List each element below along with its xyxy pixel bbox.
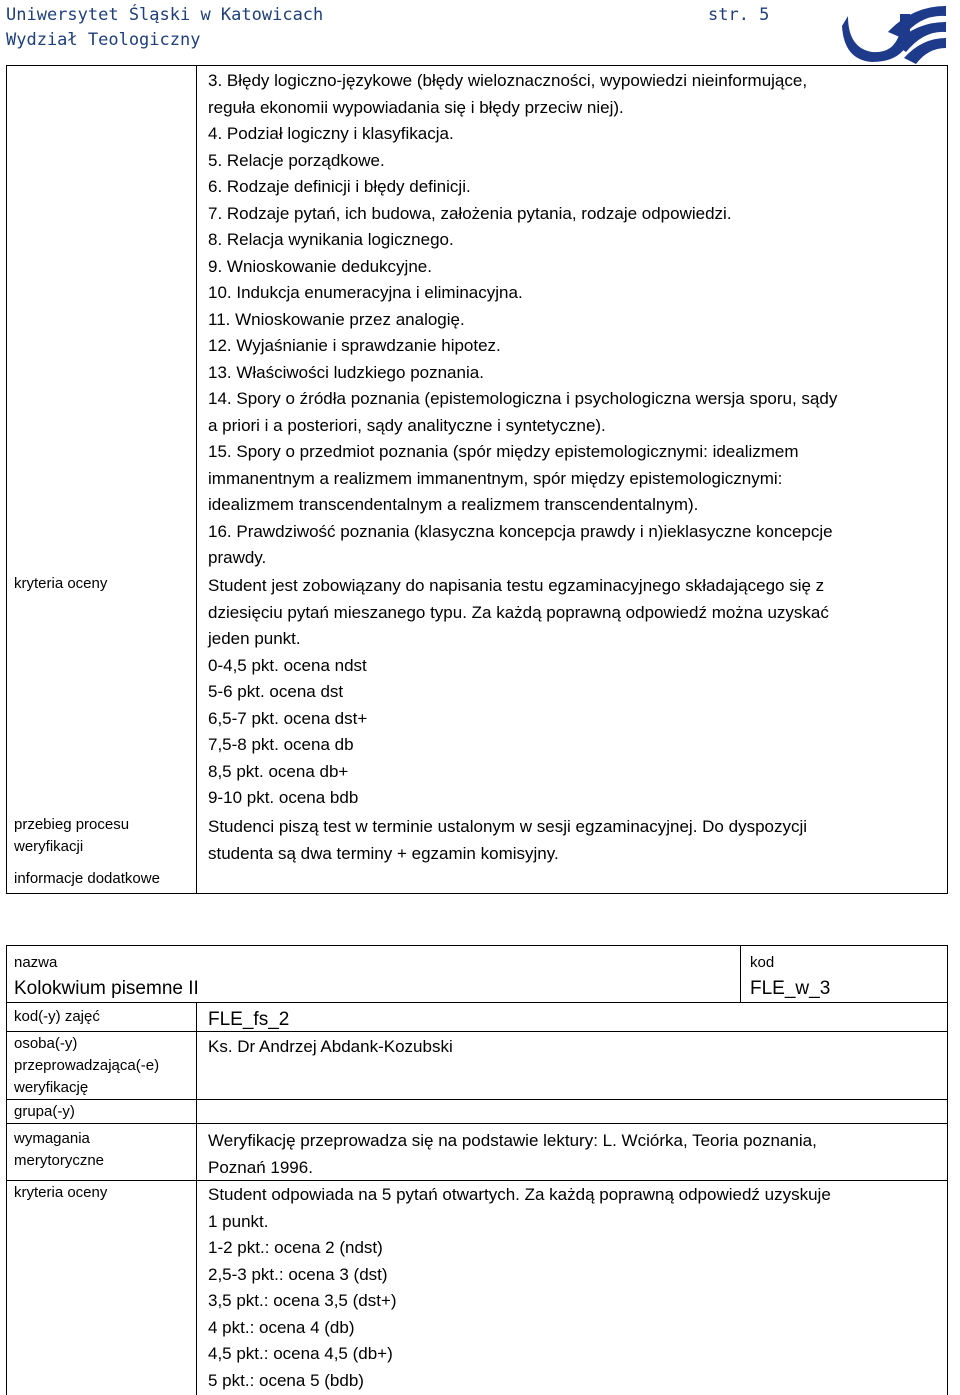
topic-line: 12. Wyjaśnianie i sprawdzanie hipotez. — [208, 336, 501, 355]
criteria-line: 1-2 pkt.: ocena 2 (ndst) — [208, 1238, 383, 1257]
process-line: studenta są dwa terminy + egzamin komisyjny. — [208, 843, 559, 863]
criteria-line: 0-4,5 pkt. ocena ndst — [208, 655, 367, 675]
criteria-label: kryteria oceny — [14, 1184, 108, 1201]
criteria-line: 2,5-3 pkt.: ocena 3 (dst) — [208, 1264, 388, 1284]
table2-top-border — [6, 945, 948, 946]
requirements-line: Weryfikację przeprowadza się na podstawie lektury: L. Wciórka, Teoria poznania, — [208, 1131, 817, 1150]
table1-left-border — [6, 65, 7, 894]
topic-line: 4. Podział logiczny i klasyfikacja. — [208, 124, 454, 143]
criteria-line: 3,5 pkt.: ocena 3,5 (dst+) — [208, 1291, 397, 1310]
table2-row-divider — [6, 1099, 948, 1100]
group-label: grupa(-y) — [14, 1103, 75, 1120]
topic-line: 13. Właściwości ludzkiego poznania. — [208, 362, 484, 382]
name-label: nazwa — [14, 954, 58, 971]
info-label: informacje dodatkowe — [14, 870, 160, 887]
table1-top-border — [6, 65, 948, 66]
page-number: str. 5 — [708, 5, 770, 25]
topic-line: 10. Indukcja enumeracyjna i eliminacyjna. — [208, 283, 523, 302]
faculty-name: Wydział Teologiczny — [6, 30, 201, 50]
requirements-line: Poznań 1996. — [208, 1157, 313, 1177]
university-logo — [842, 2, 946, 66]
topic-line: 8. Relacja wynikania logicznego. — [208, 230, 454, 249]
table2-row-divider — [6, 1180, 948, 1181]
topic-line: a priori i a posteriori, sądy analityczne i syntetyczne). — [208, 415, 606, 435]
topic-line: 5. Relacje porządkowe. — [208, 150, 385, 170]
criteria-line: Student odpowiada na 5 pytań otwartych. Za każdą poprawną odpowiedź uzyskuje — [208, 1185, 831, 1204]
code-label: kod — [750, 954, 775, 971]
criteria-line: jeden punkt. — [208, 629, 301, 648]
table1-bottom-border — [6, 893, 948, 894]
topic-line: prawdy. — [208, 548, 267, 567]
criteria-line: 9-10 pkt. ocena bdb — [208, 788, 359, 807]
topic-line: idealizmem transcendentalnym a realizmem transcendentalnym). — [208, 495, 699, 514]
requirements-label: wymagania — [14, 1130, 90, 1147]
topic-line: 7. Rodzaje pytań, ich budowa, założenia pytania, rodzaje odpowiedzi. — [208, 203, 732, 223]
university-name: Uniwersytet Śląski w Katowicach — [6, 5, 324, 25]
criteria-line: 1 punkt. — [208, 1211, 269, 1231]
table1-column-divider — [196, 65, 197, 894]
table2-left-border — [6, 945, 7, 1395]
code-value: FLE_w_3 — [750, 978, 831, 999]
topic-line: 6. Rodzaje definicji i błędy definicji. — [208, 177, 471, 196]
topic-line: 3. Błędy logiczno-językowe (błędy wieloznaczności, wypowiedzi nieinformujące, — [208, 71, 808, 90]
criteria-line: dziesięciu pytań mieszanego typu. Za każdą poprawną odpowiedź można uzyskać — [208, 602, 829, 622]
person-label: weryfikację — [14, 1079, 89, 1096]
criteria-line: 5 pkt.: ocena 5 (bdb) — [208, 1370, 364, 1390]
topic-line: 16. Prawdziwość poznania (klasyczna koncepcja prawdy i n)ieklasyczne koncepcje — [208, 521, 833, 541]
table2-row-divider — [6, 1123, 948, 1124]
person-label: przeprowadzająca(-e) — [14, 1057, 160, 1074]
topic-line: 11. Wnioskowanie przez analogię. — [208, 309, 465, 329]
process-line: Studenci piszą test w terminie ustalonym w sesji egzaminacyjnej. Do dyspozycji — [208, 817, 808, 836]
table2-row-divider — [6, 1002, 948, 1003]
class-code-label: kod(-y) zajęć — [14, 1008, 100, 1025]
process-label: przebieg procesu — [14, 816, 130, 833]
criteria-label: kryteria oceny — [14, 575, 108, 592]
topic-line: 14. Spory o źródła poznania (epistemologiczna i psychologiczna wersja sporu, sądy — [208, 389, 838, 408]
criteria-line: 4,5 pkt.: ocena 4,5 (db+) — [208, 1344, 393, 1363]
person-value: Ks. Dr Andrzej Abdank-Kozubski — [208, 1037, 453, 1056]
topic-line: reguła ekonomii wypowiadania się i błędy przeciw niej). — [208, 97, 624, 117]
process-label: weryfikacji — [14, 838, 84, 855]
requirements-label: merytoryczne — [14, 1152, 105, 1169]
topic-line: 9. Wnioskowanie dedukcyjne. — [208, 256, 432, 276]
class-code-value: FLE_fs_2 — [208, 1009, 290, 1030]
criteria-line: Student jest zobowiązany do napisania testu egzaminacyjnego składającego się z — [208, 576, 825, 595]
criteria-line: 6,5-7 pkt. ocena dst+ — [208, 708, 368, 728]
criteria-line: 7,5-8 pkt. ocena db — [208, 735, 354, 754]
person-label: osoba(-y) — [14, 1035, 78, 1052]
criteria-line: 8,5 pkt. ocena db+ — [208, 761, 349, 781]
topic-line: 15. Spory o przedmiot poznania (spór między epistemologicznymi: idealizmem — [208, 442, 799, 461]
criteria-line: 4 pkt.: ocena 4 (db) — [208, 1317, 355, 1337]
criteria-line: 5-6 pkt. ocena dst — [208, 682, 344, 701]
table1-right-border — [947, 65, 948, 894]
table2-right-border — [947, 945, 948, 1395]
table2-code-divider — [740, 945, 741, 1003]
topic-line: immanentnym a realizmem immanentnym, spór między epistemologicznymi: — [208, 468, 783, 488]
table2-row-divider — [6, 1031, 948, 1032]
table2-column-divider — [196, 1002, 197, 1395]
name-value: Kolokwium pisemne II — [14, 978, 199, 999]
